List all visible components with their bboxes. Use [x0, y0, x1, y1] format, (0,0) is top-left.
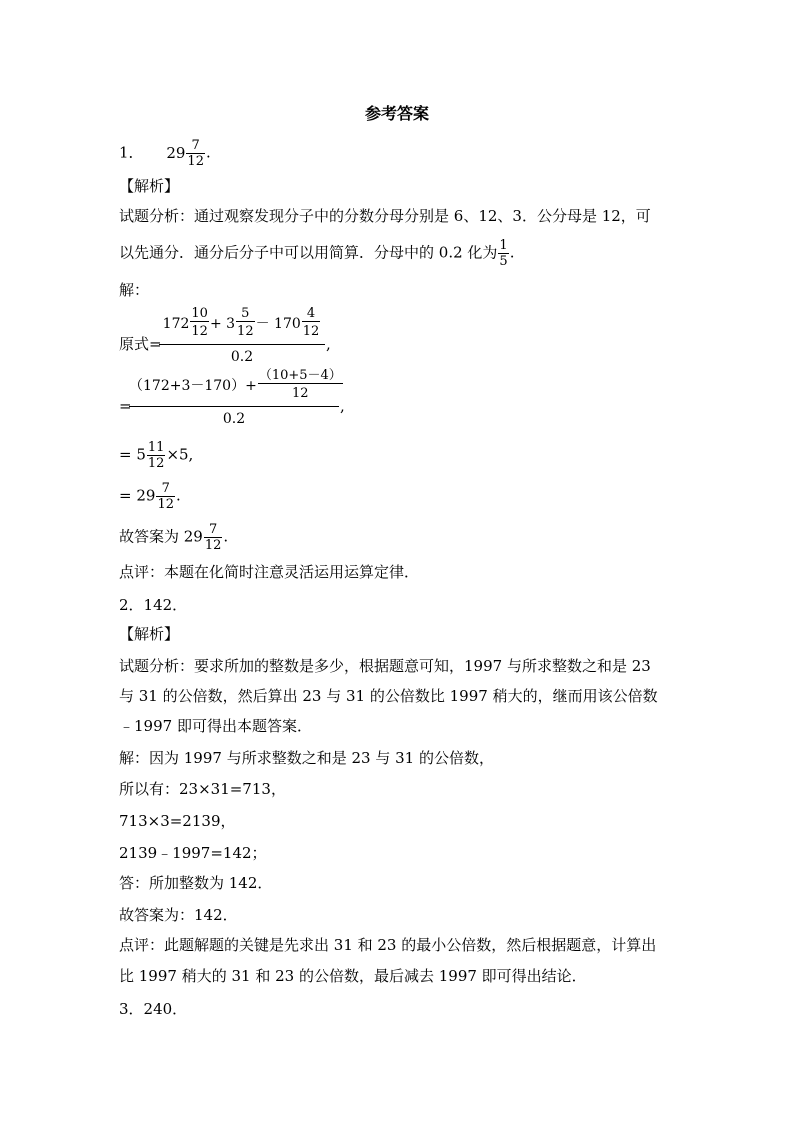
q2-conclusion: 故答案为：142． — [119, 906, 238, 924]
q2-solution-line3: 713×3=2139， — [119, 812, 236, 830]
q1-solution-label: 解： — [119, 281, 150, 299]
q2-analysis-line2: 与 31 的公倍数，然后算出 23 与 31 的公倍数比 1997 稍大的，继而用该公倍数 — [119, 687, 658, 705]
q1-step2-fraction: （172+3－170）+ $\frac{(10+5-4)}{12}$ 0.2 — [129, 368, 342, 427]
page-title: 参考答案 — [364, 104, 429, 123]
q1-step3: = 5 $\frac{11}{12}$ ×5, — [119, 440, 194, 471]
q2-comment-line1: 点评：此题解题的关键是先求出 31 和 23 的最小公倍数，然后根据题意，计算出 — [119, 936, 657, 954]
q1-comment: 点评：本题在化简时注意灵活运用运算定律． — [119, 563, 420, 581]
q1-answer-whole: 29 — [166, 143, 186, 162]
q2-solution-line5: 答：所加整数为 142． — [119, 874, 273, 892]
q1-number: 1． — [119, 143, 144, 162]
q1-step4: = 29 $\frac{7}{12}$ . — [119, 481, 181, 512]
q1-answer: 1． 29 $\frac{7}{12}$ . — [119, 138, 211, 169]
q3-answer: 3．240． — [119, 1000, 188, 1018]
q2-solution-line1: 解：因为 1997 与所求整数之和是 23 与 31 的公倍数， — [119, 749, 494, 767]
q1-step2-end: , — [340, 397, 345, 415]
q1-step1-end: , — [326, 335, 331, 353]
q1-step1-prefix: 原式= — [119, 335, 162, 353]
q2-analysis-line1: 试题分析：要求所加的整数是多少，根据题意可知，1997 与所求整数之和是 23 — [119, 657, 651, 675]
q2-comment-line2: 比 1997 稍大的 31 和 23 的公倍数，最后减去 1997 即可得出结论． — [119, 967, 587, 985]
q1-analysis-line1: 试题分析：通过观察发现分子中的分数分母分别是 6、12、3．公分母是 12，可 — [119, 207, 651, 225]
q2-answer: 2．142． — [119, 596, 188, 614]
q1-analysis-line2: 以先通分．通分后分子中可以用简算．分母中的 0.2 化为 $\frac{1}{5}$ . — [119, 238, 515, 269]
q2-analysis-line3: ﹣1997 即可得出本题答案． — [119, 717, 312, 735]
q1-step1-fraction: 172 $\frac{10}{12}$ + 3 $\frac{5}{12}$ － 170 $\frac{4}{12}$ 0.2 — [159, 306, 325, 367]
q1-conclusion: 故答案为 29 $\frac{7}{12}$ . — [119, 522, 229, 553]
q2-solution-line2: 所以有：23×31=713， — [119, 780, 286, 798]
q1-step2-prefix: = — [119, 397, 132, 415]
q2-jiexi-heading: 【解析】 — [119, 625, 180, 643]
q1-answer-fraction: $\frac{7}{12}$ — [187, 138, 204, 169]
q1-analysis-fraction: $\frac{1}{5}$ — [499, 238, 508, 269]
q1-jiexi-heading: 【解析】 — [119, 177, 180, 195]
q2-solution-line4: 2139﹣1997=142； — [119, 844, 267, 862]
